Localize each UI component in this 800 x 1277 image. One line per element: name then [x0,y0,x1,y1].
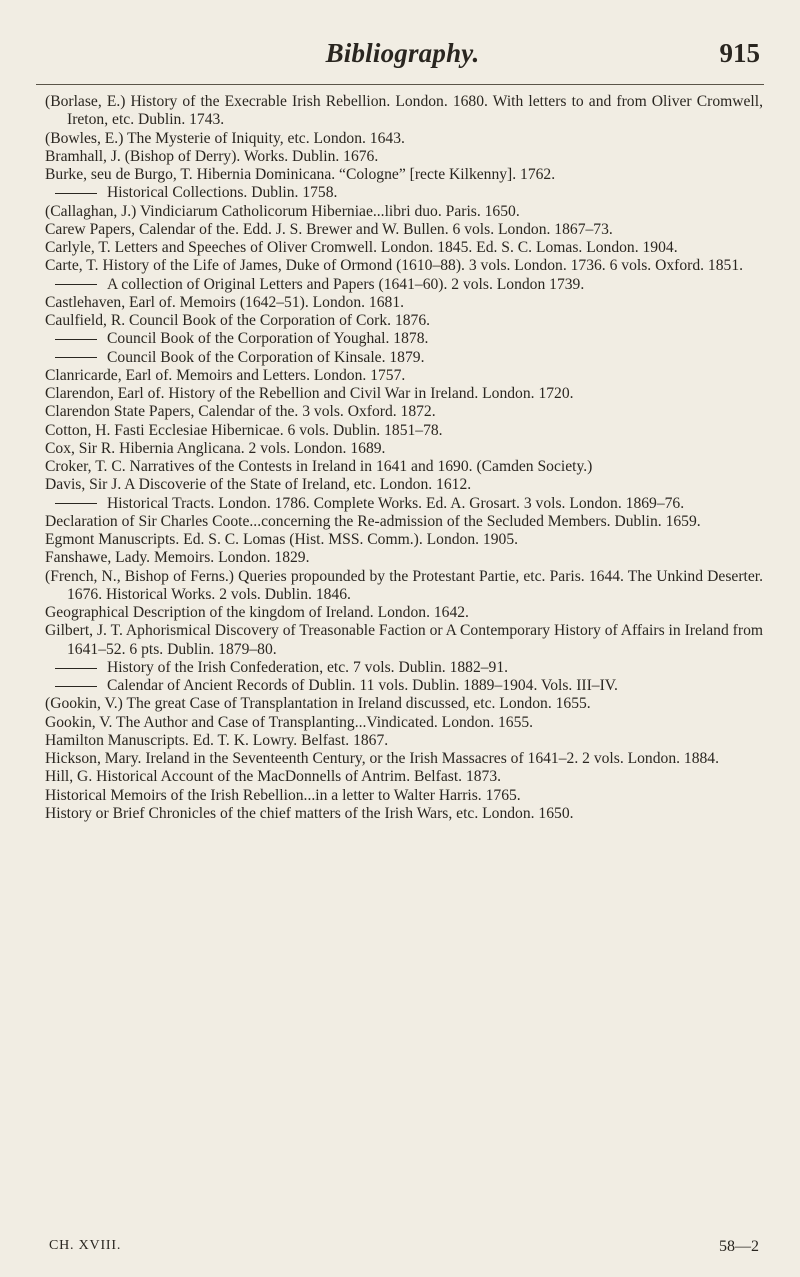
entry-text: Fanshawe, Lady. Memoirs. London. 1829. [45,549,310,567]
bibliography-entry [45,203,763,221]
page-number: 915 [719,38,760,68]
bibliography-entry [45,695,763,713]
ditto-dash [55,357,97,358]
entry-text: History or Brief Chronicles of the chief matters of the Irish Wars, etc. London. 1650. [45,804,574,822]
entry-text: Hill, G. Historical Account of the MacDonnells of Antrim. Belfast. 1873. [45,768,502,786]
bibliography-entry [45,568,763,605]
entry-text: Geographical Description of the kingdom of Ireland. London. 1642. [45,604,469,621]
bibliography-entry [45,239,763,257]
entry-text: Historical Collections. Dublin. 1758. [107,184,338,202]
entry-text: (French, N., Bishop of Ferns.) Queries propounded by the Protestant Partie, etc. Paris. 1644. The Unkind Deserter. 1676. Historical Works. 2 vols. Dublin. 1846. [45,567,763,603]
entry-text: Declaration of Sir Charles Coote...concerning the Re-admission of the Secluded Members. Dublin. 1659. [45,512,701,530]
bibliography-entry [45,257,763,275]
entry-text: Gookin, V. The Author and Case of Transplanting...Vindicated. London. 1655. [45,713,534,731]
bibliography-entry [45,440,763,458]
ditto-dash [55,668,97,669]
entry-text: Egmont Manuscripts. Ed. S. C. Lomas (Hist. MSS. Comm.). London. 1905. [45,531,519,548]
entry-text: Castlehaven, Earl of. Memoirs (1642–51). London. 1681. [45,293,405,311]
bibliography-entry [45,622,763,659]
gathering-mark: 58—2 [719,1238,759,1255]
bibliography-entry [45,130,763,148]
bibliography-entry [45,148,763,166]
bibliography-entry [45,403,763,421]
entry-text: Gilbert, J. T. Aphorismical Discovery of Treasonable Faction or A Contemporary History of Affairs in Ireland from 1641–52. 6 pts. Dublin. 1879–80. [45,622,763,658]
entry-text: (Borlase, E.) History of the Execrable Irish Rebellion. London. 1680. With letters to and from Oliver Cromwell, Ireton, etc. Dublin. 1743. [45,93,763,129]
entry-text: Clarendon State Papers, Calendar of the. 3 vols. Oxford. 1872. [45,403,436,421]
running-title: Bibliography. [325,38,480,68]
bibliography-entry [45,677,763,695]
bibliography-entry [45,367,763,385]
bibliography-entry [45,659,763,677]
ditto-dash [55,284,97,285]
entry-text: Caulfield, R. Council Book of the Corporation of Cork. 1876. [45,312,431,329]
ditto-dash [55,339,97,340]
entry-text: Historical Tracts. London. 1786. Complete Works. Ed. A. Grosart. 3 vols. London. 1869–76. [107,494,685,512]
entry-text: Croker, T. C. Narratives of the Contests in Ireland in 1641 and 1690. (Camden Society.) [45,458,593,475]
ditto-dash [55,503,97,504]
entry-text: Burke, seu de Burgo, T. Hibernia Dominicana. “Cologne” [recte Kilkenny]. 1762. [45,166,556,183]
bibliography-entry [45,330,763,348]
bibliography-entry [45,750,763,768]
bibliography-entry [45,166,763,184]
entry-text: History of the Irish Confederation, etc. 7 vols. Dublin. 1882–91. [107,658,509,676]
entry-text: Cotton, H. Fasti Ecclesiae Hibernicae. 6 vols. Dublin. 1851–78. [45,421,443,439]
entry-text: (Gookin, V.) The great Case of Transplantation in Ireland discussed, etc. London. 1655. [45,695,591,713]
header-rule [36,84,764,85]
entry-text: Hamilton Manuscripts. Ed. T. K. Lowry. Belfast. 1867. [45,731,389,749]
chapter-signature: CH. XVIII. [49,1238,122,1253]
entry-text: Council Book of the Corporation of Kinsale. 1879. [107,348,425,366]
bibliography-entry [45,93,763,130]
entry-text: Davis, Sir J. A Discoverie of the State of Ireland, etc. London. 1612. [45,476,472,494]
entry-text: Bramhall, J. (Bishop of Derry). Works. Dublin. 1676. [45,147,379,165]
entry-text: Carlyle, T. Letters and Speeches of Oliver Cromwell. London. 1845. Ed. S. C. Lomas. London. 1904. [45,239,678,256]
bibliography-entry [45,349,763,367]
entry-text: Calendar of Ancient Records of Dublin. 11 vols. Dublin. 1889–1904. Vols. III–IV. [107,677,618,694]
entry-text: Clanricarde, Earl of. Memoirs and Letters. London. 1757. [45,366,406,384]
bibliography-entry [45,458,763,476]
bibliography-entry [45,312,763,330]
bibliography-entry [45,476,763,494]
bibliography-entry [45,294,763,312]
entry-text: Council Book of the Corporation of Youghal. 1878. [107,330,429,348]
bibliography-entry [45,276,763,294]
bibliography-entry [45,422,763,440]
entry-text: Clarendon, Earl of. History of the Rebellion and Civil War in Ireland. London. 1720. [45,385,574,402]
bibliography-entry [45,732,763,750]
bibliography-entry [45,604,763,622]
bibliography-entry [45,768,763,786]
page-footer [49,1238,759,1258]
bibliography-entry [45,495,763,513]
ditto-dash [55,686,97,687]
entry-text: Historical Memoirs of the Irish Rebellion...in a letter to Walter Harris. 1765. [45,786,521,804]
entry-text: Carew Papers, Calendar of the. Edd. J. S. Brewer and W. Bullen. 6 vols. London. 1867–73. [45,220,613,238]
entry-text: (Callaghan, J.) Vindiciarum Catholicorum Hiberniae...libri duo. Paris. 1650. [45,202,520,220]
bibliography-list [45,93,763,823]
entry-text: (Bowles, E.) The Mysterie of Iniquity, etc. London. 1643. [45,129,405,147]
entry-text: A collection of Original Letters and Papers (1641–60). 2 vols. London 1739. [107,275,585,293]
bibliography-entry [45,549,763,567]
bibliography-entry [45,805,763,823]
bibliography-entry [45,221,763,239]
ditto-dash [55,193,97,194]
bibliography-entry [45,714,763,732]
entry-text: Cox, Sir R. Hibernia Anglicana. 2 vols. London. 1689. [45,439,386,457]
bibliography-entry [45,513,763,531]
bibliography-entry [45,385,763,403]
bibliography-entry [45,531,763,549]
bibliography-entry [45,184,763,202]
entry-text: Hickson, Mary. Ireland in the Seventeenth Century, or the Irish Massacres of 1641–2. 2 vols. London. 1884. [45,750,720,767]
bibliography-entry [45,787,763,805]
entry-text: Carte, T. History of the Life of James, Duke of Ormond (1610–88). 3 vols. London. 1736. 6 vols. Oxford. 1851. [45,257,744,275]
page-header [45,38,760,78]
